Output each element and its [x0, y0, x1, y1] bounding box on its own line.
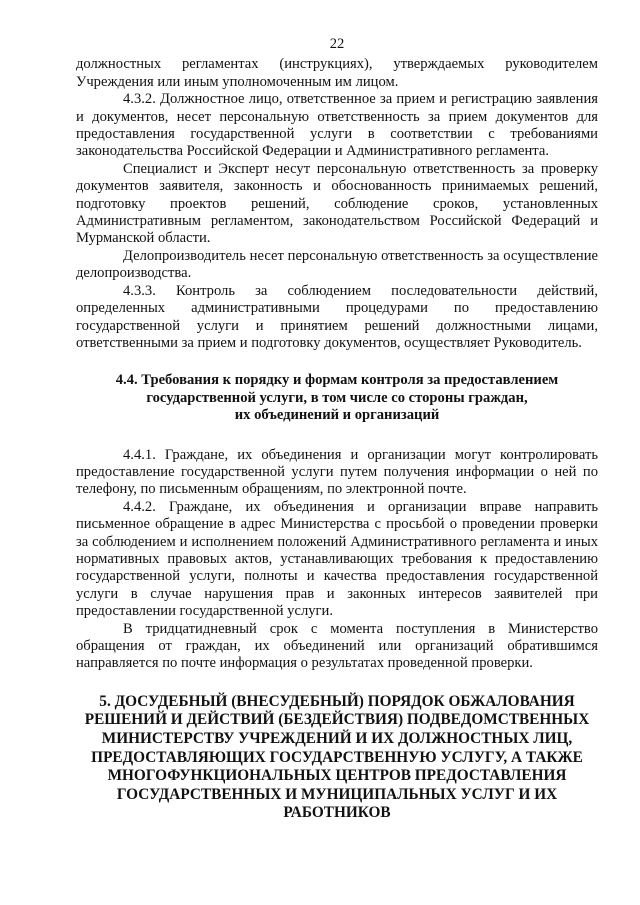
paragraph-4-4-1: 4.4.1. Граждане, их объединения и организации могут контролировать предоставление государственной услуги путем получения информации о ней по телефону, по письменным обращениям, по электронной почте. — [76, 446, 598, 498]
heading-4-4-line: их объединений и организаций — [234, 407, 440, 424]
heading-5-line: МИНИСТЕРСТВУ УЧРЕЖДЕНИЙ И ИХ ДОЛЖНОСТНЫХ ЛИЦ, — [101, 730, 573, 747]
paragraph-4-4-2: 4.4.2. Граждане, их объединения и организации вправе направить письменное обращение в адрес Министерства с просьбой о проведении проверки за соблюдением и исполнением положений Административного регламента и иных нормативных правовых актов, устанавливающих требования к предоставлению государственной услуги, полноты и качества предоставления государственной услуги в случае нарушения прав и законных интересов заявителей при предоставлении государственной услуги. — [76, 498, 598, 620]
page-number: 22 — [329, 36, 345, 52]
paragraph-specialist-expert: Специалист и Эксперт несут персональную ответственность за проверку документов заявителя, законность и обоснованность принимаемых решений, подготовку проектов решений, соблюдение сроков, установленных Административным регламентом, законодательством Российской Федераций и Мурманской области. — [76, 160, 598, 247]
paragraph-thirty-day-term: В тридцатидневный срок с момента поступления в Министерство обращения от граждан, их объединений или организаций обратившимся направляется по почте информация о результатах проведенной проверки. — [76, 620, 598, 672]
paragraph-4-3-3: 4.3.3. Контроль за соблюдением последовательности действий, определенных административными процедурами по предоставлению государственной услуги и принятием решений должностными лицами, ответственными за прием и подготовку документов, осуществляет Руководитель. — [76, 282, 598, 351]
heading-4-4-line: 4.4. Требования к порядку и формам контроля за предоставлением — [115, 372, 559, 389]
heading-4-4-line: государственной услуги, в том числе со стороны граждан, — [146, 389, 528, 406]
paragraph-records-clerk: Делопроизводитель несет персональную ответственность за осуществление делопроизводства. — [76, 247, 598, 282]
heading-5-line: МНОГОФУНКЦИОНАЛЬНЫХ ЦЕНТРОВ ПРЕДОСТАВЛЕНИЯ — [107, 767, 567, 785]
paragraph-4-3-2: 4.3.2. Должностное лицо, ответственное за прием и регистрацию заявления и документов, несет персональную ответственность за прием документов для предоставления государственной услуги в соответствии с требованиями законодательства Российской Федерации и Административного регламента. — [76, 91, 598, 160]
heading-5-line: ПРЕДОСТАВЛЯЮЩИХ ГОСУДАРСТВЕННУЮ УСЛУГУ, А ТАКЖЕ — [91, 748, 583, 766]
section-heading-5 — [76, 693, 598, 823]
section-heading-4-4 — [76, 372, 598, 424]
heading-5-line: РЕШЕНИЙ И ДЕЙСТВИЙ (БЕЗДЕЙСТВИЯ) ПОДВЕДОМСТВЕННЫХ — [84, 711, 590, 729]
heading-5-line: 5. ДОСУДЕБНЫЙ (ВНЕСУДЕБНЫЙ) ПОРЯДОК ОБЖАЛОВАНИЯ — [99, 692, 575, 710]
heading-5-line: ГОСУДАРСТВЕННЫХ И МУНИЦИПАЛЬНЫХ УСЛУГ И ИХ — [116, 785, 558, 803]
paragraph-regulations-continuation: должностных регламентах (инструкциях), утверждаемых руководителем Учреждения или иным уполномоченным им лицом. — [76, 56, 598, 90]
heading-5-line: РАБОТНИКОВ — [283, 804, 391, 822]
